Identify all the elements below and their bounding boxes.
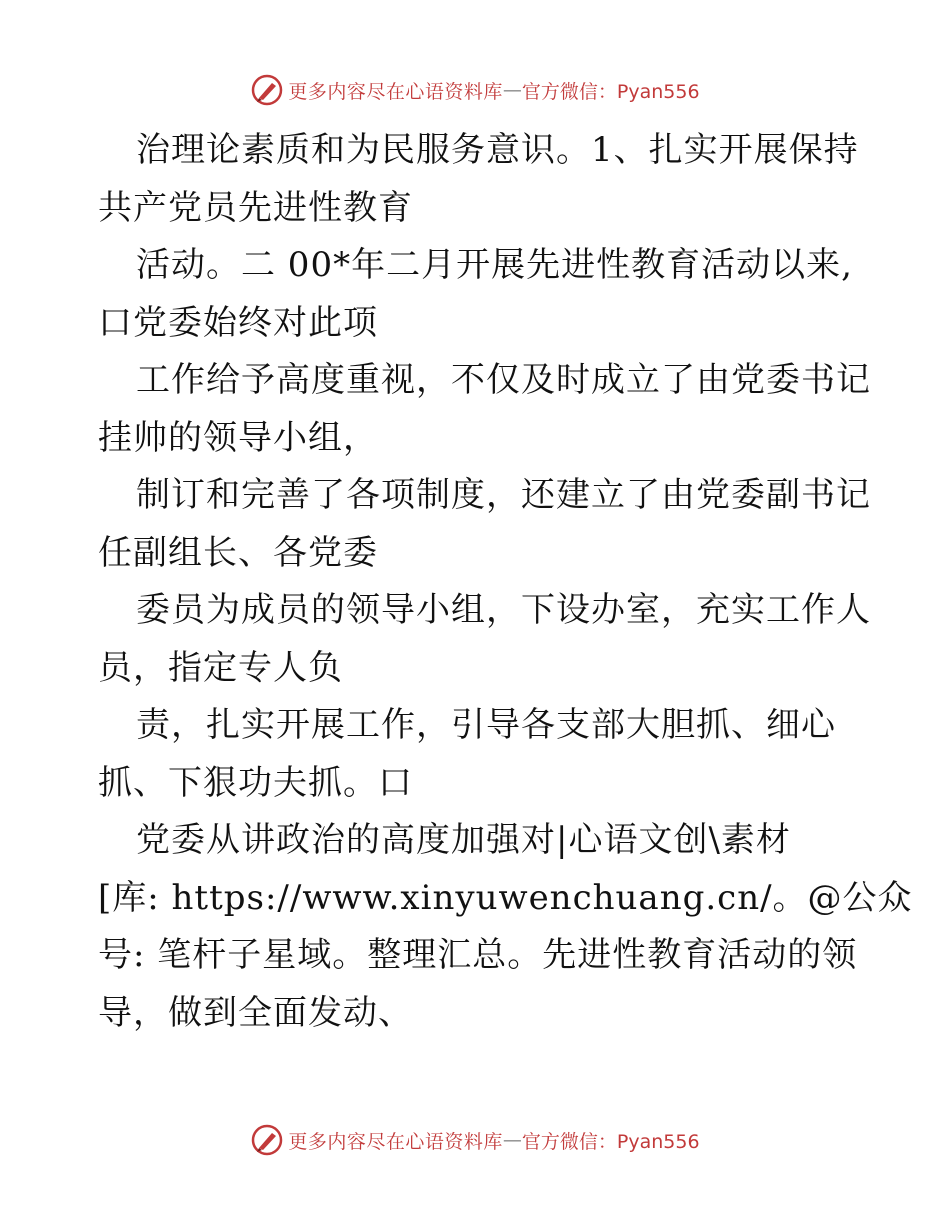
pen-logo-icon (250, 73, 284, 107)
text-line: 任副组长、各党委 (98, 532, 378, 573)
watermark-separator: — (502, 79, 522, 101)
pen-logo-icon (250, 1123, 284, 1157)
document-body (98, 122, 913, 1042)
footer-watermark (0, 1122, 950, 1158)
watermark-text: 更多内容尽在心语资料库 (288, 80, 503, 103)
text-line: 共产党员先进性教育 (98, 187, 413, 228)
watermark-text: 更多内容尽在心语资料库 (288, 1130, 503, 1153)
text-line: 责，扎实开展工作，引导各支部大胆抓、细心 (136, 705, 836, 745)
watermark-contact: 官方微信：Pyan556 (521, 80, 700, 103)
watermark-contact: 官方微信：Pyan556 (521, 1130, 700, 1153)
watermark-separator: — (502, 1129, 522, 1151)
text-line: 员，指定专人负 (98, 647, 343, 688)
header-watermark (0, 72, 950, 108)
text-line: 活动。二 00*年二月开展先进性教育活动以来, (136, 245, 853, 285)
text-line: 委员为成员的领导小组，下设办室，充实工作人 (136, 590, 871, 630)
text-line: 挂帅的领导小组， (98, 417, 378, 458)
text-line: 制订和完善了各项制度，还建立了由党委副书记 (136, 475, 871, 515)
text-line: 抓、下狠功夫抓。口 (98, 762, 413, 803)
text-line: [库: https://www.xinyuwenchuang.cn/。@公众 (98, 877, 913, 918)
text-line: 治理论素质和为民服务意识。1、扎实开展保持 (136, 130, 859, 170)
text-line: 导，做到全面发动、 (98, 992, 413, 1033)
text-line: 党委从讲政治的高度加强对|心语文创\素材 (136, 820, 791, 860)
text-line: 工作给予高度重视，不仅及时成立了由党委书记 (136, 360, 871, 400)
text-line: 号: 笔杆子星域。整理汇总。先进性教育活动的领 (98, 935, 858, 975)
text-line: 口党委始终对此项 (98, 302, 378, 343)
